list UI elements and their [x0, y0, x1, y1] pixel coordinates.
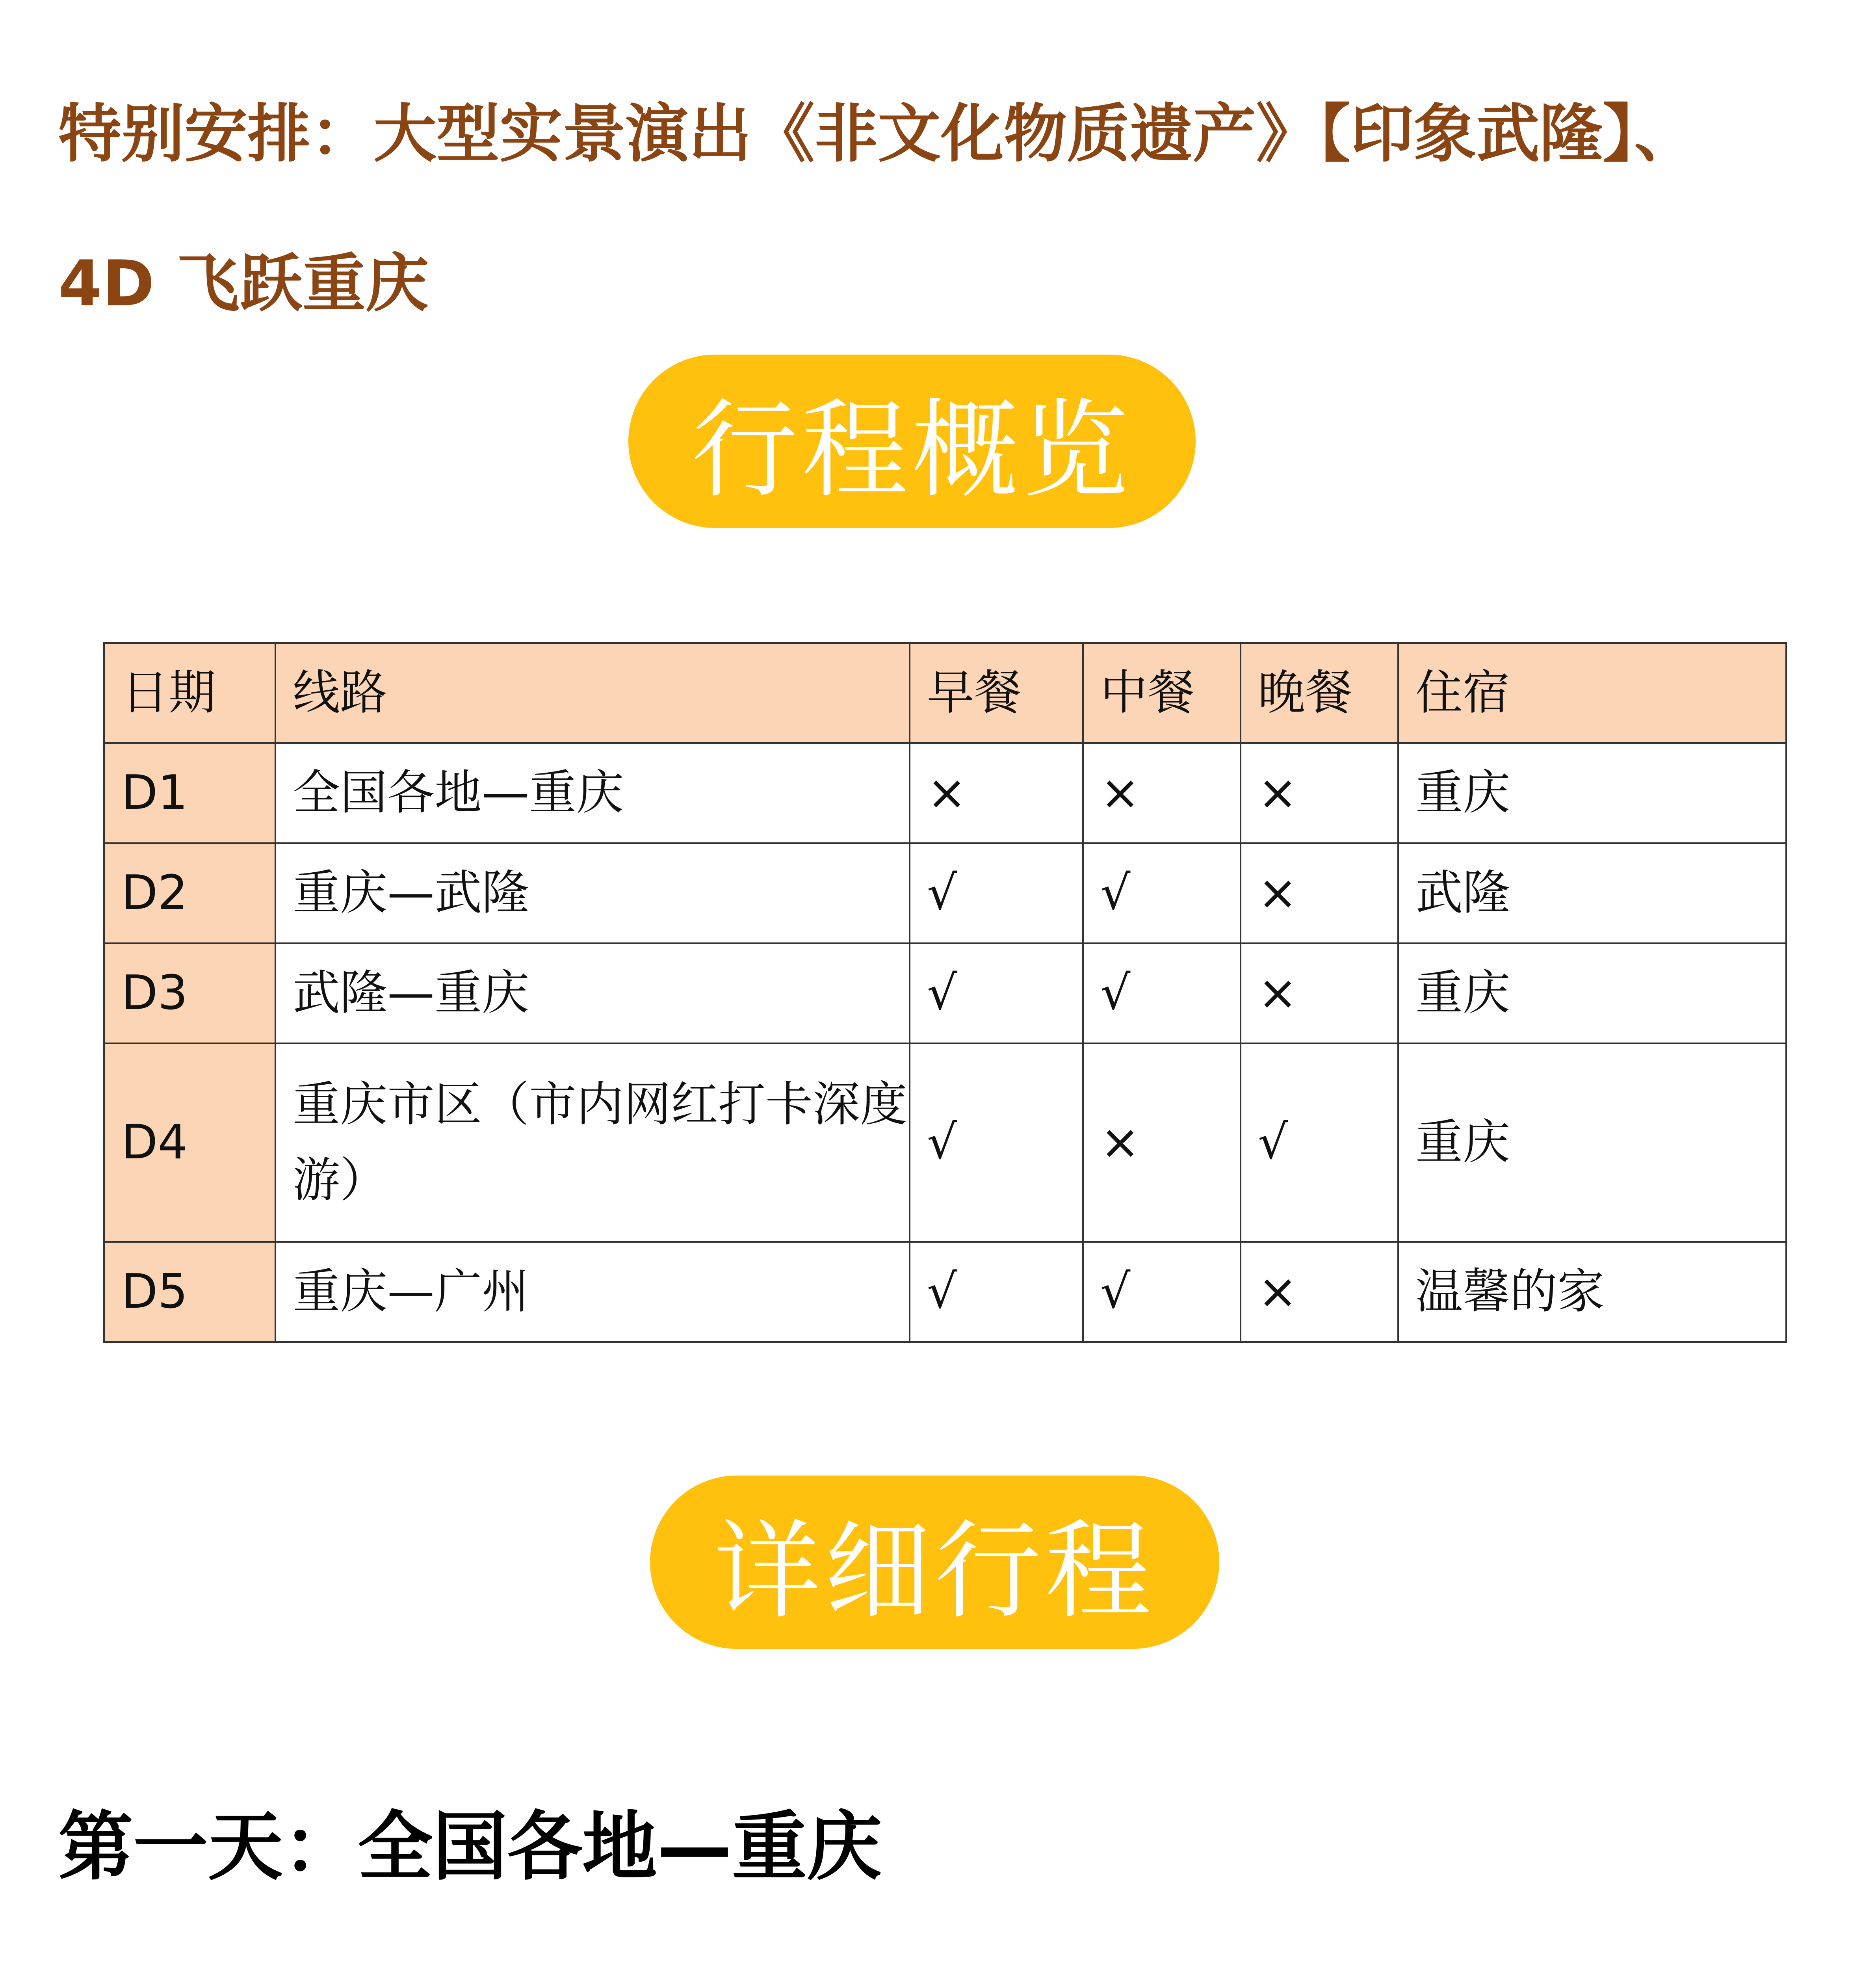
- route-cell: 全国各地—重庆: [275, 743, 910, 843]
- column-header: 晚餐: [1241, 643, 1398, 743]
- breakfast-cell: ×: [910, 743, 1083, 843]
- dinner-cell: √: [1241, 1043, 1398, 1242]
- breakfast-cell: √: [910, 1242, 1083, 1342]
- dinner-cell: ×: [1241, 743, 1398, 843]
- column-header: 日期: [104, 643, 275, 743]
- route-cell: 武隆—重庆: [275, 943, 910, 1043]
- lunch-cell: ×: [1083, 743, 1241, 843]
- section-title-detail: 详细行程: [650, 1476, 1219, 1649]
- headline-line-2: 4D 飞跃重庆: [58, 247, 429, 320]
- column-header: 中餐: [1083, 643, 1241, 743]
- table-row: [104, 943, 1786, 1043]
- headline-line-1: 特别安排：大型实景演出《非文化物质遗产》【印象武隆】、: [58, 97, 1698, 171]
- table-row: [104, 1242, 1786, 1342]
- day-cell: D4: [104, 1043, 275, 1242]
- route-cell: 重庆市区（市内网红打卡深度游）: [275, 1043, 910, 1242]
- lunch-cell: √: [1083, 1242, 1241, 1342]
- day-1-title: 第一天：全国各地—重庆: [58, 1803, 882, 1890]
- dinner-cell: ×: [1241, 943, 1398, 1043]
- route-cell: 重庆—广州: [275, 1242, 910, 1342]
- column-header: 线路: [275, 643, 910, 743]
- route-cell: 重庆—武隆: [275, 843, 910, 943]
- day-cell: D5: [104, 1242, 275, 1342]
- column-header: 住宿: [1398, 643, 1786, 743]
- day-cell: D1: [104, 743, 275, 843]
- breakfast-cell: √: [910, 1043, 1083, 1242]
- section-title-overview: 行程概览: [628, 355, 1196, 528]
- stay-cell: 温馨的家: [1398, 1242, 1786, 1342]
- table-row: [104, 743, 1786, 843]
- stay-cell: 武隆: [1398, 843, 1786, 943]
- dinner-cell: ×: [1241, 1242, 1398, 1342]
- day-cell: D3: [104, 943, 275, 1043]
- stay-cell: 重庆: [1398, 1043, 1786, 1242]
- stay-cell: 重庆: [1398, 943, 1786, 1043]
- stay-cell: 重庆: [1398, 743, 1786, 843]
- lunch-cell: √: [1083, 943, 1241, 1043]
- lunch-cell: √: [1083, 843, 1241, 943]
- headline: [58, 59, 1823, 359]
- table-row: [104, 843, 1786, 943]
- lunch-cell: ×: [1083, 1043, 1241, 1242]
- breakfast-cell: √: [910, 843, 1083, 943]
- dinner-cell: ×: [1241, 843, 1398, 943]
- table-header-row: [104, 643, 1786, 743]
- table-row: [104, 1043, 1786, 1242]
- day-cell: D2: [104, 843, 275, 943]
- breakfast-cell: √: [910, 943, 1083, 1043]
- itinerary-table: [103, 642, 1787, 1343]
- column-header: 早餐: [910, 643, 1083, 743]
